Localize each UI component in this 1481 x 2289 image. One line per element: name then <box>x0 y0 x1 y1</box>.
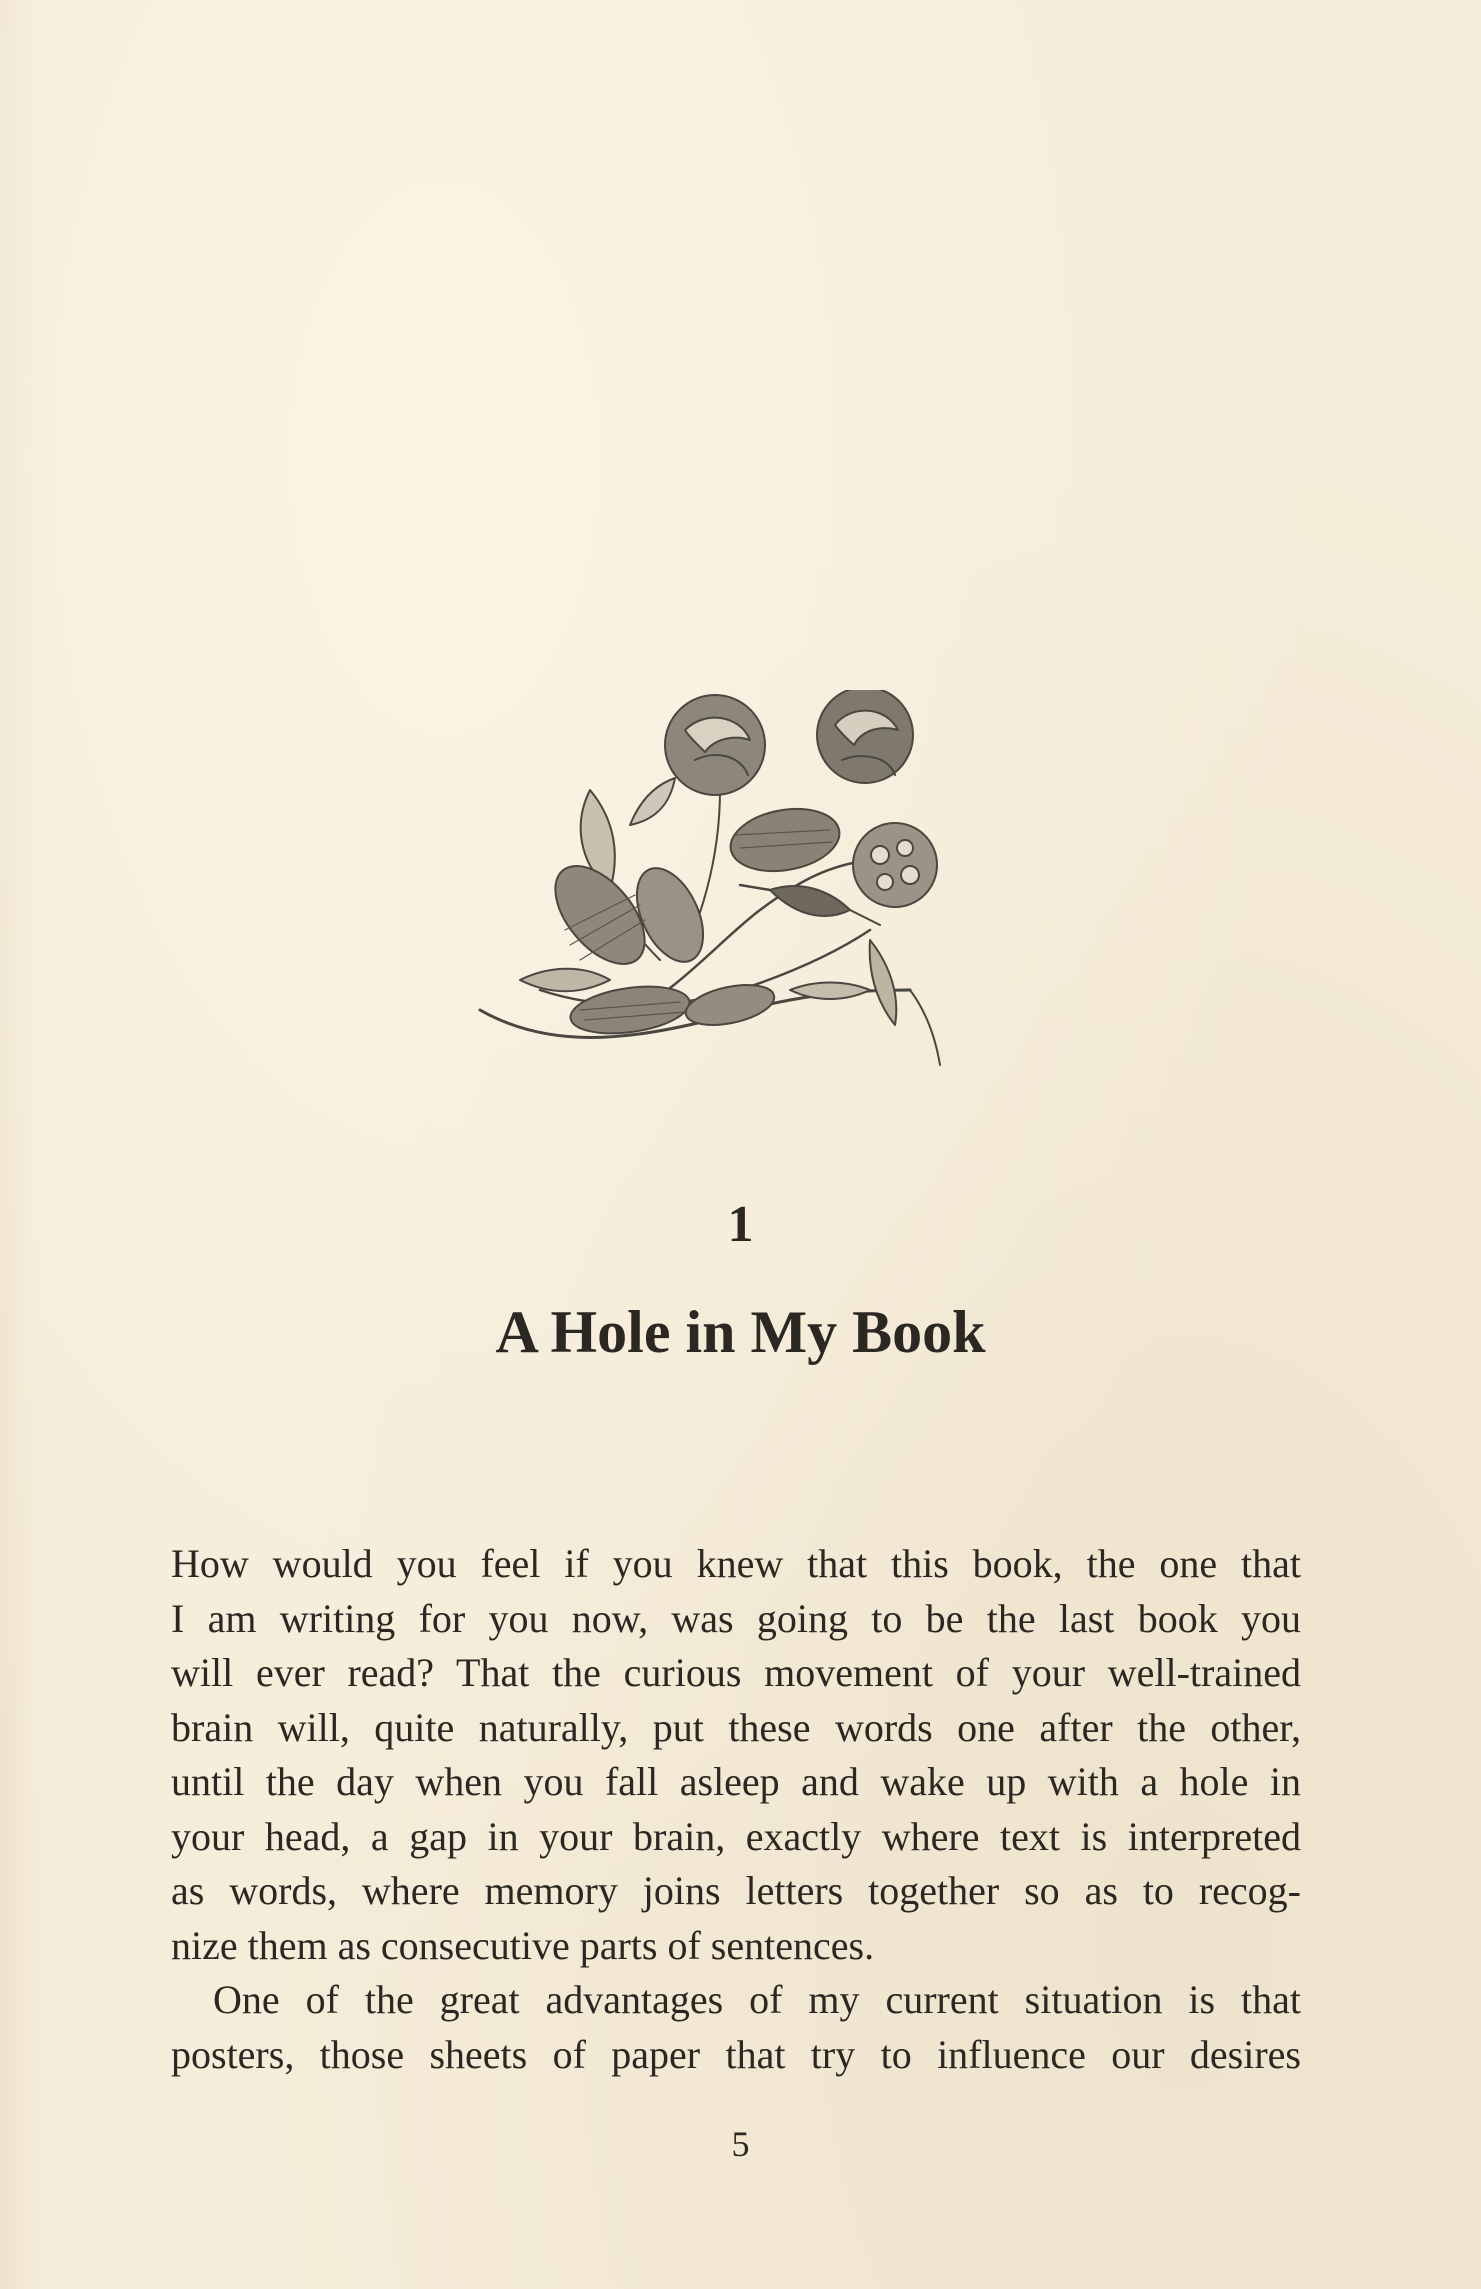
text-line: until the day when you fall asleep and wake up with a hole in <box>171 1759 1301 1804</box>
text-line: How would you feel if you knew that this book, the one that <box>171 1541 1301 1586</box>
text-line: as words, where memory joins letters together so as to recog- <box>171 1868 1301 1913</box>
chapter-title: A Hole in My Book <box>495 1299 986 1365</box>
text-line: posters, those sheets of paper that try to influence our desires <box>171 2031 1301 2077</box>
chapter-number: 1 <box>727 1196 754 1253</box>
paragraph <box>171 1537 1301 1973</box>
page-number: 5 <box>731 2124 750 2164</box>
text-line: One of the great advantages of my current situation is that <box>213 1977 1301 2022</box>
text-line: will ever read? That the curious movement of your well-trained <box>171 1650 1301 1695</box>
text-line: nize them as consecutive parts of sentences. <box>171 1922 875 1968</box>
text-line: I am writing for you now, was going to be the last book you <box>171 1595 1301 1641</box>
paragraph <box>171 1973 1301 2082</box>
chapter-body <box>171 1537 1301 2082</box>
text-line: brain will, quite naturally, put these words one after the other, <box>171 1704 1301 1750</box>
text-line: your head, a gap in your brain, exactly where text is interpreted <box>171 1813 1301 1859</box>
flower-bouquet-illustration <box>470 690 990 1070</box>
